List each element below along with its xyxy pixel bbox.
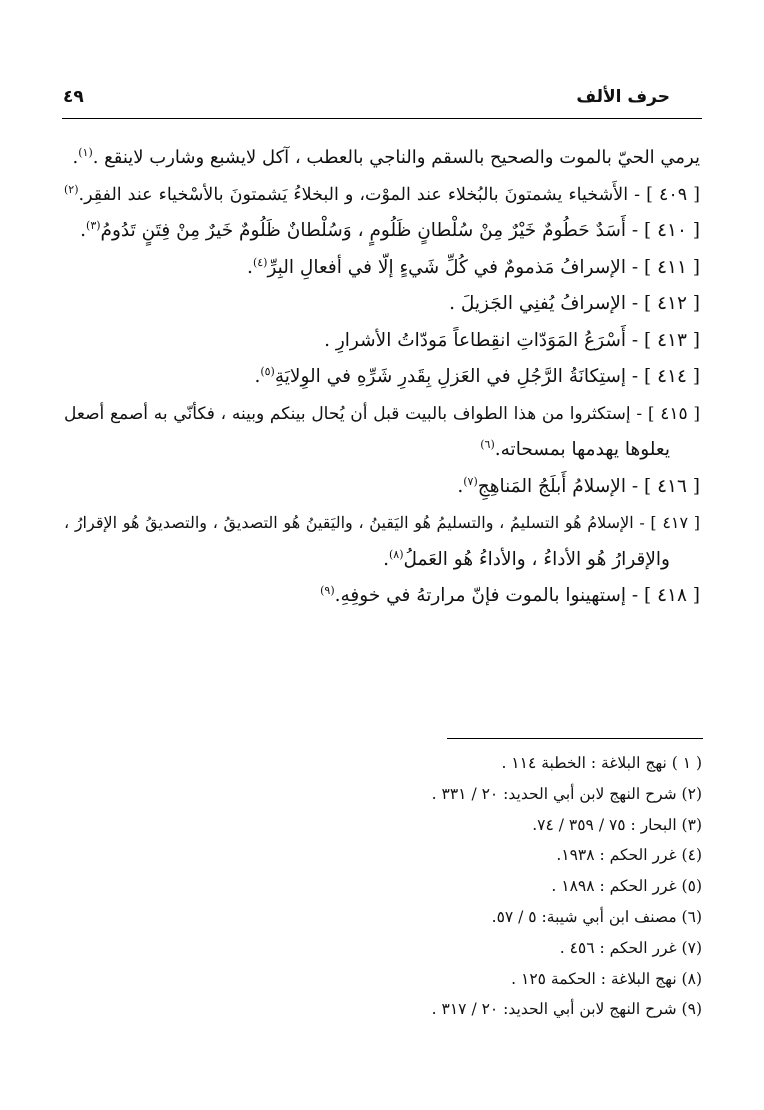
text-line: [ ٤١٣ ] - أَسْرَعُ المَوَدّاتِ انقِطاعاً مَودّاتُ الأشرارِ .: [324, 329, 700, 351]
text-line: يعلوها يهدمها بمسحاته.$^{(٦)}$: [480, 437, 670, 460]
footnote-item: (٣) البحار : ٧٥ / ٣٥٩ / ٧٤.: [532, 815, 702, 834]
footnote-item: ( ١ ) نهج البلاغة : الخطبة ١١٤ .: [501, 754, 702, 772]
footnote-ref[interactable]: (٥): [260, 364, 275, 378]
text-line: [ ٤١٤ ] - إستِكانَةُ الرَّجُلِ في العَزلِ بِقَدرِ شَرِّهِ في الوِلايَةِ$^{(٥)}$.: [254, 364, 700, 387]
footnote-ref[interactable]: (٤): [252, 255, 268, 269]
page-number: ٤٩: [63, 87, 84, 107]
text-line: [ ٤١٦ ] - الإسلامُ أَبلَجُ المَناهِجِ$^{(٧)}$.: [457, 474, 700, 497]
footnote-ref[interactable]: (٩): [320, 583, 335, 597]
footnote-ref[interactable]: (١): [78, 146, 93, 159]
text-line: [ ٤١٧ ] - الإسلامُ هُو التسليمُ ، والتسليمُ هُو اليَقينُ ، واليَقينُ هُو التصديقُ ، والتصديقُ هُو الإقرارُ ،: [64, 513, 700, 532]
footnote-item: (٥) غرر الحكم : ١٨٩٨ .: [551, 877, 702, 896]
text-line: [ ٤١٠ ] - أَسَدٌ حَطُومٌ خَيْرٌ مِنْ سُلْطانٍ ظَلُومٍ ، وَسُلْطانٌ ظَلُومٌ خَيرٌ مِنْ فِتَنٍ تَدُومُ$^{(٣)}$.: [80, 218, 700, 241]
main-text: [64, 140, 700, 615]
footnote-item: (٤) غرر الحكم : ١٩٣٨.: [556, 846, 702, 865]
text-line: [ ٤١٢ ] - الإسرافُ يُفنِي الجَزيلَ .: [449, 293, 700, 314]
text-line: [ ٤١١ ] - الإسرافُ مَذمومٌ في كُلِّ شَيءٍ إلّا في أفعالِ البِرِّ$^{(٤)}$.: [247, 255, 700, 278]
header-rule: [62, 118, 702, 119]
footnote-rule: [447, 738, 703, 739]
footnote-ref[interactable]: (٢): [64, 182, 79, 196]
footnote-item: (٨) نهج البلاغة : الحكمة ١٢٥ .: [511, 969, 702, 988]
footnotes: [282, 748, 702, 1025]
footnote-item: (٧) غرر الحكم : ٤٥٦ .: [559, 938, 702, 957]
text-line: يرمي الحيّ بالموت والصحيح بالسقم والناجي بالعطب ، آكل لايشبع وشارب لاينقع .$^{(١)}$.: [72, 146, 700, 168]
text-line: والإقرارُ هُو الأداءُ ، والأداءُ هُو العَملُ$^{(٨)}$.: [383, 547, 670, 570]
text-line: [ ٤١٥ ] - إستكثروا من هذا الطواف بالبيت قبل أن يُحال بينكم وبينه ، فكأنّي به أصمع أصعل: [64, 403, 700, 424]
footnote-ref[interactable]: (٣): [86, 218, 101, 232]
footnote-item: (٢) شرح النهج لابن أبي الحديد: ٢٠ / ٣٣١ .: [431, 784, 702, 803]
text-line: [ ٤٠٩ ] - الأَشخياء يشمتونَ بالبُخلاء عند الموْت، و البخلاءُ يَشمتونَ بالأسْخياء عند الفقِر.$^{(٢)}$: [64, 182, 700, 205]
footnote-item: (٦) مصنف ابن أبي شيبة: ٥ / ٥٧.: [491, 907, 702, 926]
footnote-ref[interactable]: (٧): [463, 474, 478, 488]
footnote-item: (٩) شرح النهج لابن أبي الحديد: ٢٠ / ٣١٧ .: [431, 1000, 702, 1019]
footnote-ref[interactable]: (٨): [388, 547, 404, 561]
running-header-title: حرف الألف: [576, 87, 670, 107]
text-line: [ ٤١٨ ] - إستهينوا بالموت فإنّ مرارتهُ في خوفِهِ.$^{(٩)}$: [320, 583, 700, 606]
footnote-ref[interactable]: (٦): [480, 437, 495, 451]
